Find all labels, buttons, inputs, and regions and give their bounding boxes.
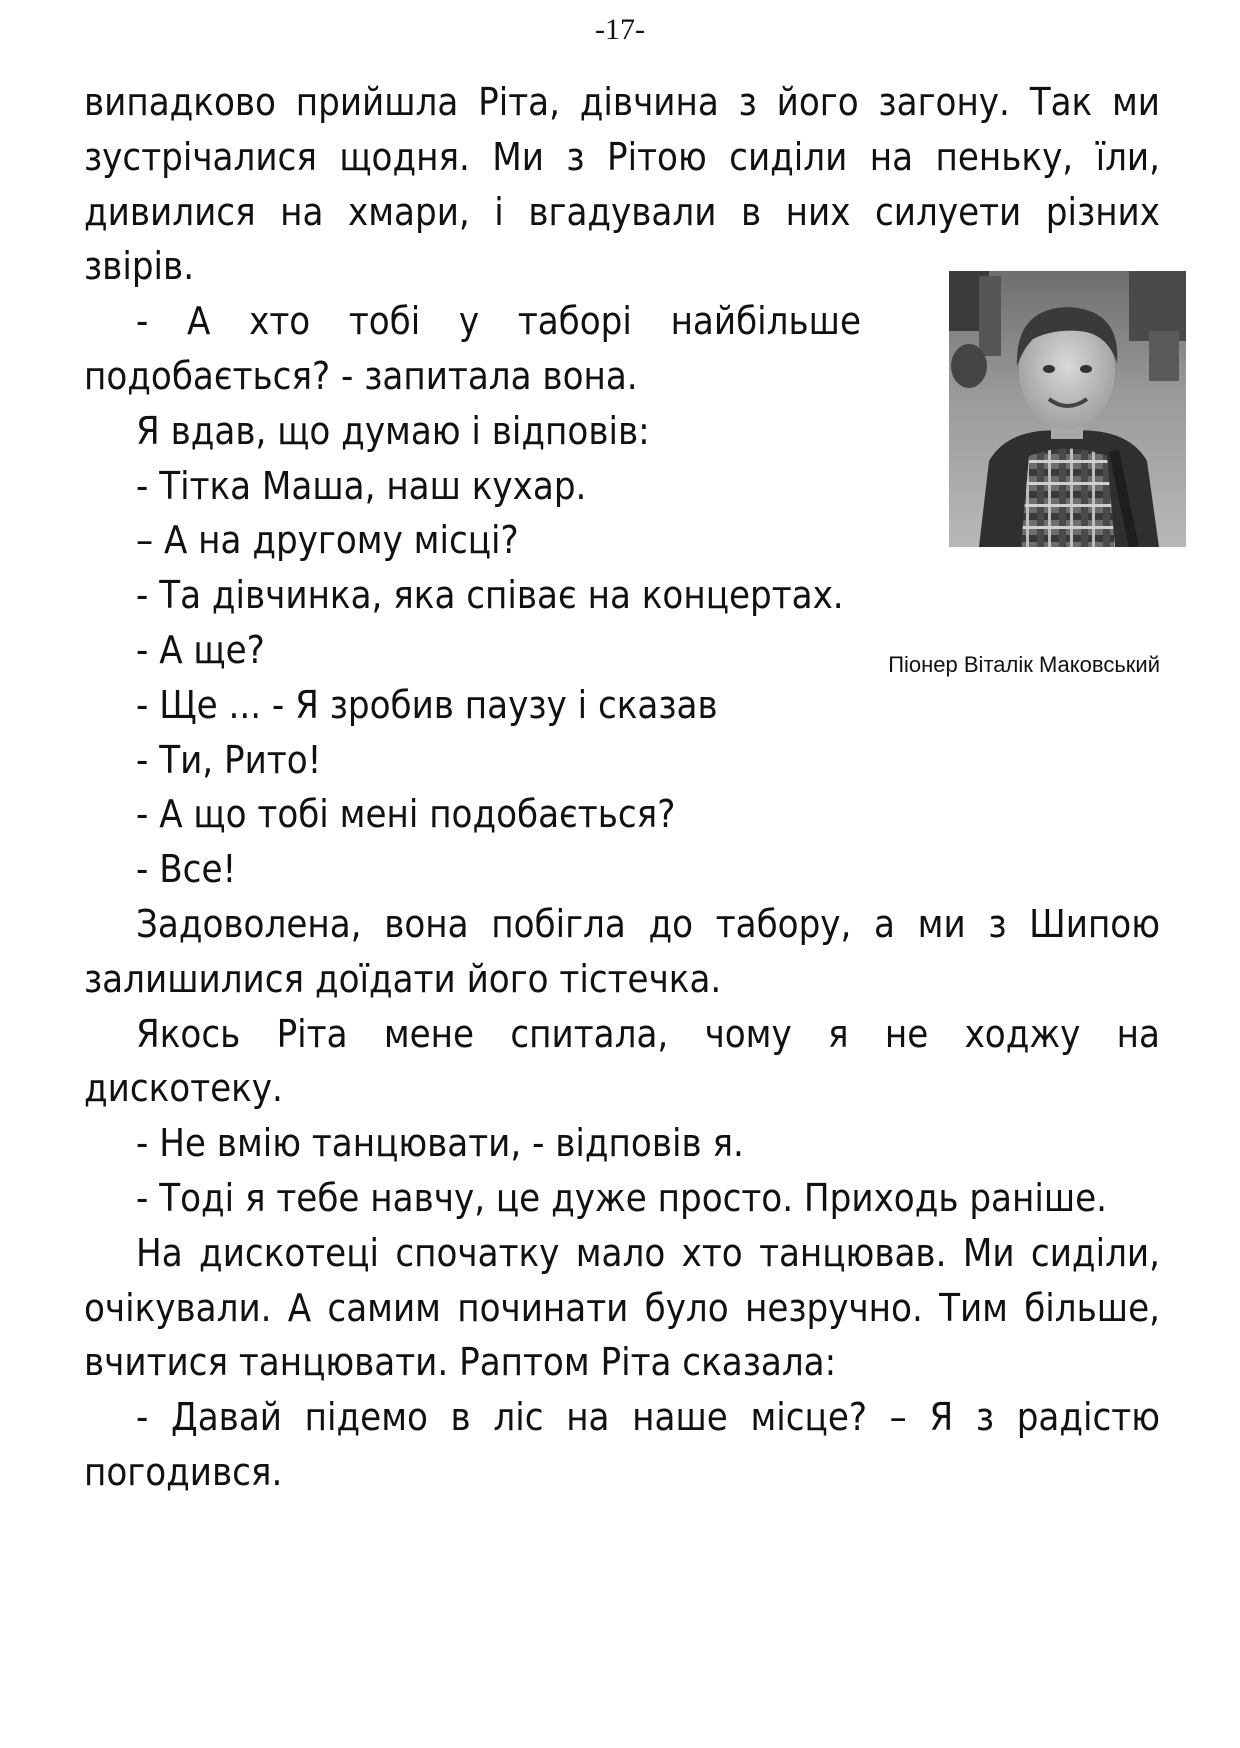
paragraph: Задоволена, вона побігла до табору, а ми з Шипою залишилися доїдати його тістечка. (84, 901, 1160, 1001)
figure-float-spacer (875, 294, 1160, 676)
paragraph: - Все! (136, 847, 237, 892)
paragraph: На дискотеці спочатку мало хто танцював. Ми сиділи, очікували. А самим починати було незручно. Тим більше, вчитися танцювати. Раптом Ріта сказала: (84, 1230, 1160, 1385)
paragraph: - Ти, Рито! (136, 737, 322, 782)
paragraph: випадково прийшла Ріта, дівчина з його загону. Так ми зустрічалися щодня. Ми з Рітою сиділи на пеньку, їли, дивилися на хмари, і вгадували в них силуети різних звірів. (84, 80, 1160, 289)
page-number: -17- (595, 13, 645, 46)
paragraph: - Не вмію танцювати, - відповів я. (136, 1121, 744, 1166)
paragraph: - Та дівчинка, яка співає на концертах. (136, 573, 844, 618)
body-text (84, 75, 1160, 1500)
paragraph: - Ще ... - Я зробив паузу і сказав (136, 682, 718, 727)
paragraph: - А що тобі мені подобається? (136, 792, 676, 837)
paragraph: – А на другому місці? (136, 518, 519, 563)
photo-caption: Піонер Віталік Маковський (888, 652, 1160, 677)
paragraph: - Тітка Маша, наш кухар. (136, 463, 587, 508)
paragraph: Я вдав, що думаю і відповів: (136, 408, 650, 453)
paragraph: - Тоді я тебе навчу, це дуже просто. Приходь раніше. (136, 1175, 1108, 1220)
paragraph: - Давай підемо в ліс на наше місце? – Я з радістю погодився. (84, 1395, 1160, 1494)
paragraph: Якось Ріта мене спитала, чому я не ходжу на дискотеку. (84, 1011, 1160, 1111)
paragraph: - А хто тобі у таборі найбільше подобається? - запитала вона. (84, 299, 861, 398)
paragraph: - А ще? (136, 627, 265, 672)
